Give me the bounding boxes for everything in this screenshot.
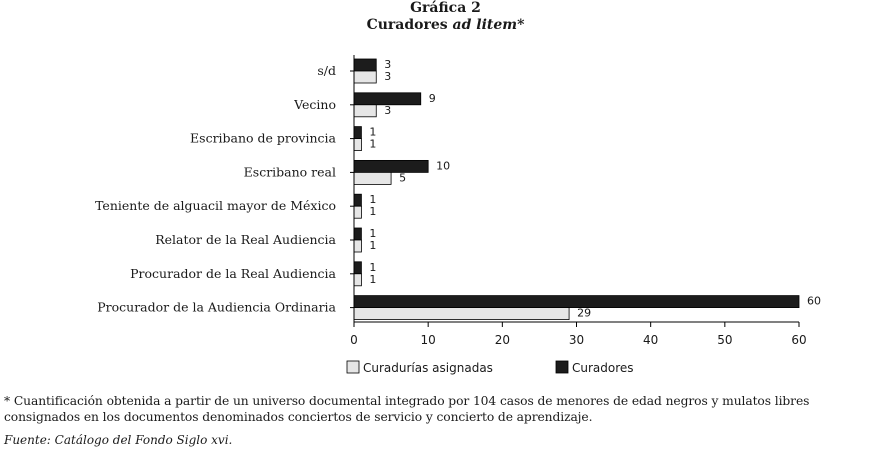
bar-curadurias bbox=[354, 206, 361, 218]
figure-label: Gráfica 2 bbox=[410, 0, 481, 16]
data-label-curadurias: 5 bbox=[399, 171, 407, 185]
data-label-curadores: 1 bbox=[369, 260, 377, 274]
bar-curadores bbox=[354, 160, 428, 172]
bar-curadurias bbox=[354, 172, 391, 184]
category-label: Relator de la Real Audiencia bbox=[155, 232, 336, 247]
category-label: Escribano real bbox=[243, 164, 336, 180]
data-label-curadurias: 3 bbox=[384, 70, 392, 83]
bar-curadurias bbox=[354, 105, 376, 117]
category-label: Procurador de la Real Audiencia bbox=[130, 265, 336, 281]
bar-curadores bbox=[354, 127, 361, 139]
x-tick-label: 20 bbox=[494, 333, 510, 347]
x-tick-label: 30 bbox=[568, 333, 585, 347]
x-tick-label: 50 bbox=[717, 333, 733, 347]
footnote: * Cuantificación obtenida a partir de un universo documental integrado por 104 casos de menores de edad negros y mulatos libres consignados en los documentos denominados conciertos de servicio y concierto de aprendizaje. bbox=[4, 394, 810, 424]
category-label: Escribano de provincia bbox=[190, 130, 336, 146]
bar-curadores bbox=[354, 59, 376, 71]
data-label-curadurias: 1 bbox=[369, 137, 377, 151]
title-main: Curadores bbox=[366, 17, 453, 33]
category-label: Teniente de alguacil mayor de México bbox=[95, 198, 336, 214]
x-tick-label: 0 bbox=[350, 333, 358, 347]
x-tick-label: 60 bbox=[791, 333, 807, 347]
legend-swatch bbox=[556, 361, 568, 373]
data-label-curadurias: 1 bbox=[369, 239, 377, 252]
data-label-curadurias: 1 bbox=[369, 205, 377, 219]
x-tick-label: 10 bbox=[420, 333, 436, 347]
legend-swatch bbox=[347, 361, 359, 373]
title-italic: ad litem bbox=[452, 17, 518, 33]
data-label-curadores: 9 bbox=[428, 91, 436, 105]
category-label: s/d bbox=[317, 63, 336, 78]
title-suffix: * bbox=[517, 17, 525, 33]
bar-curadores bbox=[354, 228, 361, 240]
category-labels bbox=[95, 63, 336, 315]
data-label-curadores: 3 bbox=[384, 58, 392, 71]
bar-curadurias bbox=[354, 139, 361, 151]
legend bbox=[347, 361, 634, 375]
data-label-curadores: 1 bbox=[369, 125, 377, 139]
category-label: Vecino bbox=[294, 96, 336, 112]
data-label-curadores: 1 bbox=[369, 227, 377, 240]
bar-curadurias bbox=[354, 240, 361, 252]
bar-curadores bbox=[354, 194, 361, 206]
data-label-curadurias: 3 bbox=[384, 103, 392, 117]
data-label-curadores: 1 bbox=[369, 193, 377, 207]
bar-curadores bbox=[354, 262, 361, 274]
data-label-curadores: 10 bbox=[436, 159, 451, 173]
legend-label: Curadurías asignadas bbox=[363, 361, 493, 375]
bars-layer bbox=[354, 58, 821, 320]
legend-label: Curadores bbox=[572, 361, 634, 375]
bar-curadurias bbox=[354, 308, 569, 320]
data-label-curadores: 60 bbox=[807, 294, 821, 308]
category-label: Procurador de la Audiencia Ordinaria bbox=[97, 299, 336, 315]
bar-curadurias bbox=[354, 274, 361, 286]
source-note: Fuente: Catálogo del Fondo Siglo xvi. bbox=[4, 433, 233, 447]
x-tick-label: 40 bbox=[643, 333, 659, 347]
bar-curadurias bbox=[354, 71, 376, 83]
data-label-curadurias: 1 bbox=[369, 272, 377, 286]
data-label-curadurias: 29 bbox=[577, 306, 592, 320]
